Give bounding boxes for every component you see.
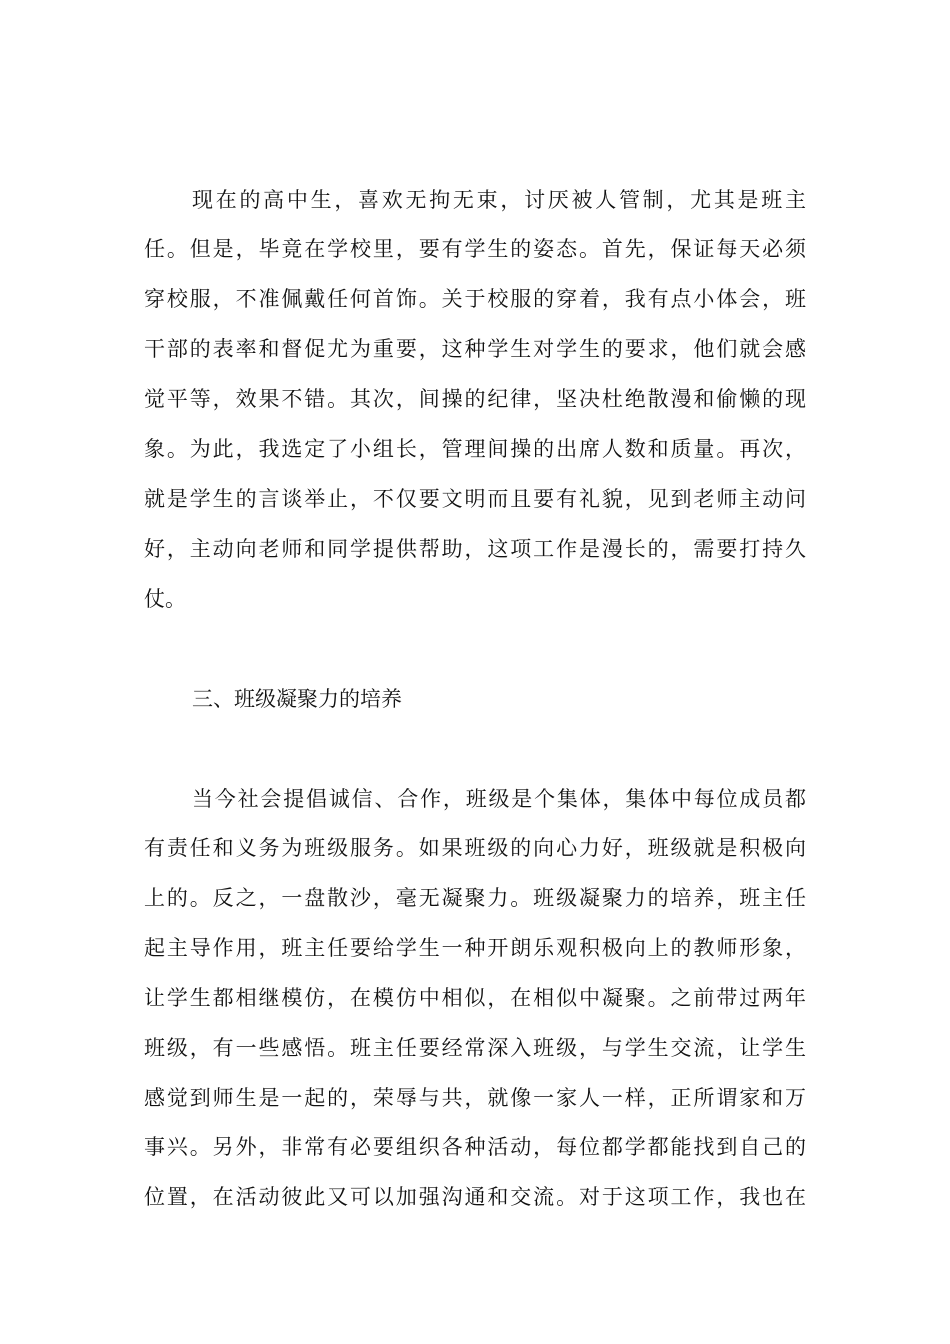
paragraph-1-line: 象。为此，我选定了小组长，管理间操的出席人数和质量。再次， [144, 437, 806, 461]
paragraph-2-line: 上的。反之，一盘散沙，毫无凝聚力。班级凝聚力的培养，班主任 [144, 886, 806, 910]
paragraph-1-line: 觉平等，效果不错。其次，间操的纪律，坚决杜绝散漫和偷懒的现 [144, 387, 806, 411]
paragraph-2-line: 让学生都相继模仿，在模仿中相似，在相似中凝聚。之前带过两年 [144, 986, 806, 1010]
paragraph-2-line: 位置，在活动彼此又可以加强沟通和交流。对于这项工作，我也在 [144, 1185, 806, 1209]
paragraph-2-line: 事兴。另外，非常有必要组织各种活动，每位都学都能找到自己的 [144, 1135, 806, 1159]
paragraph-2-line: 有责任和义务为班级服务。如果班级的向心力好，班级就是积极向 [144, 836, 806, 860]
paragraph-2-line: 感觉到师生是一起的，荣辱与共，就像一家人一样，正所谓家和万 [144, 1086, 806, 1110]
paragraph-2-line: 当今社会提倡诚信、合作，班级是个集体，集体中每位成员都 [192, 787, 806, 811]
paragraph-1-line: 穿校服，不准佩戴任何首饰。关于校服的穿着，我有点小体会，班 [144, 287, 806, 311]
paragraph-1-line: 现在的高中生，喜欢无拘无束，讨厌被人管制，尤其是班主 [192, 188, 806, 212]
paragraph-1-line: 仗。 [144, 587, 186, 611]
paragraph-2-line: 起主导作用，班主任要给学生一种开朗乐观积极向上的教师形象， [144, 936, 806, 960]
section-heading: 三、班级凝聚力的培养 [192, 687, 402, 711]
paragraph-1-line: 干部的表率和督促尤为重要，这种学生对学生的要求，他们就会感 [144, 337, 806, 361]
paragraph-1-line: 任。但是，毕竟在学校里，要有学生的姿态。首先，保证每天必须 [144, 237, 806, 261]
paragraph-2-line: 班级，有一些感悟。班主任要经常深入班级，与学生交流，让学生 [144, 1036, 806, 1060]
paragraph-1-line: 就是学生的言谈举止，不仅要文明而且要有礼貌，见到老师主动问 [144, 487, 806, 511]
paragraph-1-line: 好，主动向老师和同学提供帮助，这项工作是漫长的，需要打持久 [144, 537, 806, 561]
